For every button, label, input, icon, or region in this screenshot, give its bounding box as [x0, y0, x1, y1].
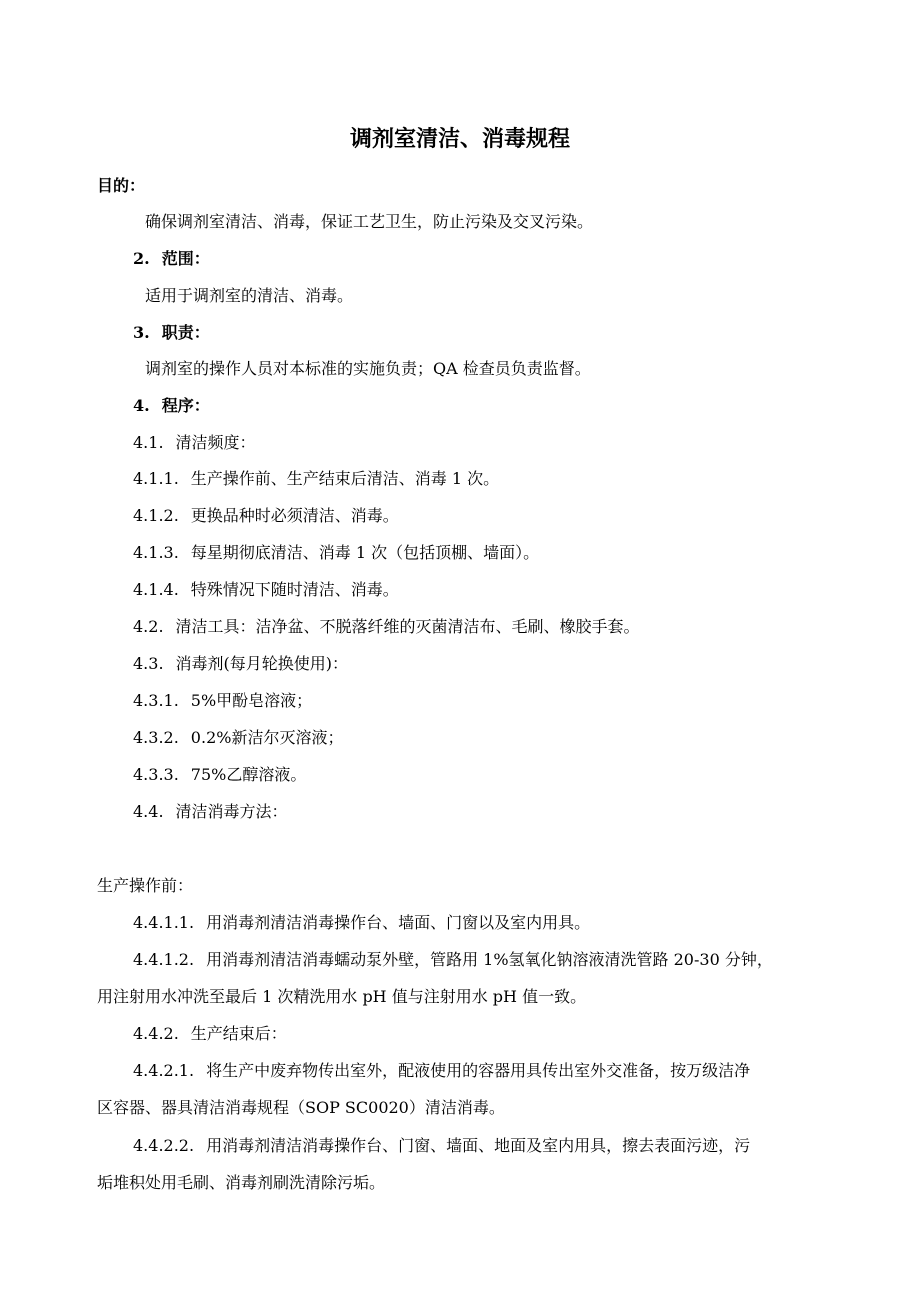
- item-text: 消毒剂(每月轮换使用)：: [175, 654, 349, 673]
- item-text: 每星期彻底清洁、消毒 1 次（包括顶棚、墙面）。: [190, 543, 540, 562]
- item-number: 4.4.2.1.: [133, 1061, 195, 1080]
- list-item: [133, 691, 312, 711]
- item-text: 5%甲酚皂溶液；: [190, 691, 313, 710]
- item-number: 4.1.4.: [133, 580, 179, 599]
- duty-number: 3.: [133, 323, 150, 342]
- item-number: 4.4.2.2.: [133, 1136, 195, 1155]
- duty-heading-text: 职责：: [161, 323, 210, 342]
- item-text: 生产操作前、生产结束后清洁、消毒 1 次。: [190, 469, 500, 488]
- item-text: 用消毒剂清洁消毒操作台、门窗、墙面、地面及室内用具，擦去表面污迹，污: [206, 1136, 751, 1155]
- item-number: 4.1.: [133, 433, 164, 452]
- list-item: [133, 543, 539, 563]
- section-4-4-1-2-line-2: 用注射用水冲洗至最后 1 次精洗用水 pH 值与注射用水 pH 值一致。: [97, 987, 587, 1006]
- item-text: 将生产中废弃物传出室外，配液使用的容器用具传出室外交准备，按万级洁净: [206, 1061, 751, 1080]
- item-text: 用消毒剂清洁消毒操作台、墙面、门窗以及室内用具。: [206, 913, 591, 932]
- item-number: 4.3.: [133, 654, 164, 673]
- item-text: 75%乙醇溶液。: [190, 765, 307, 784]
- item-text: 用消毒剂清洁消毒蠕动泵外壁，管路用 1%氢氧化钠溶液清洗管路 20-30 分钟，: [206, 950, 773, 969]
- item-number: 4.4.1.2.: [133, 950, 195, 969]
- duty-heading: [133, 323, 210, 343]
- scope-heading: [133, 249, 210, 269]
- item-text: 生产结束后：: [190, 1024, 287, 1043]
- item-number: 4.1.2.: [133, 506, 179, 525]
- item-text: 特殊情况下随时清洁、消毒。: [190, 580, 399, 599]
- list-item: [133, 580, 399, 600]
- section-4-4-1-2-line-1: [133, 950, 773, 970]
- list-item: [133, 506, 399, 526]
- procedure-number: 4.: [133, 396, 150, 415]
- section-4-4-2-1-line-2: 区容器、器具清洁消毒规程（SOP SC0020）清洁消毒。: [97, 1098, 505, 1117]
- list-item: [133, 765, 306, 785]
- document-title: 调剂室清洁、消毒规程: [349, 126, 570, 152]
- purpose-heading: 目的：: [97, 176, 146, 195]
- item-number: 4.3.2.: [133, 728, 179, 747]
- section-4-4-2-2-line-1: [133, 1136, 750, 1156]
- section-4-4-2-2-line-2: 垢堆积处用毛刷、消毒剂刷洗清除污垢。: [97, 1173, 386, 1192]
- purpose-text: 确保调剂室清洁、消毒，保证工艺卫生，防止污染及交叉污染。: [145, 212, 594, 231]
- item-text: 清洁频度：: [175, 433, 256, 452]
- list-item: [133, 728, 343, 748]
- item-number: 4.1.3.: [133, 543, 179, 562]
- item-text: 清洁消毒方法：: [175, 802, 288, 821]
- list-item: [133, 617, 640, 637]
- item-number: 4.4.2.: [133, 1024, 179, 1043]
- item-number: 4.2.: [133, 617, 164, 636]
- procedure-heading-text: 程序：: [161, 396, 210, 415]
- item-text: 清洁工具：洁净盆、不脱落纤维的灭菌清洁布、毛刷、橡胶手套。: [175, 617, 640, 636]
- list-item: [133, 654, 348, 674]
- item-text: 0.2%新洁尔灭溶液；: [190, 728, 344, 747]
- item-number: 4.1.1.: [133, 469, 179, 488]
- scope-text: 适用于调剂室的清洁、消毒。: [145, 286, 354, 305]
- procedure-heading: [133, 396, 210, 416]
- list-item: [133, 433, 256, 453]
- scope-number: 2.: [133, 249, 150, 268]
- item-number: 4.3.3.: [133, 765, 179, 784]
- duty-text: 调剂室的操作人员对本标准的实施负责；QA 检查员负责监督。: [145, 359, 591, 378]
- item-number: 4.4.: [133, 802, 164, 821]
- section-4-4-2-1-line-1: [133, 1061, 750, 1081]
- list-item: [133, 802, 288, 822]
- item-text: 更换品种时必须清洁、消毒。: [190, 506, 399, 525]
- section-4-4-1-1: [133, 913, 590, 933]
- scope-heading-text: 范围：: [161, 249, 210, 268]
- item-number: 4.4.1.1.: [133, 913, 195, 932]
- section-4-4-2: [133, 1024, 287, 1044]
- list-item: [133, 469, 499, 489]
- item-number: 4.3.1.: [133, 691, 179, 710]
- before-production-heading: 生产操作前：: [97, 876, 194, 895]
